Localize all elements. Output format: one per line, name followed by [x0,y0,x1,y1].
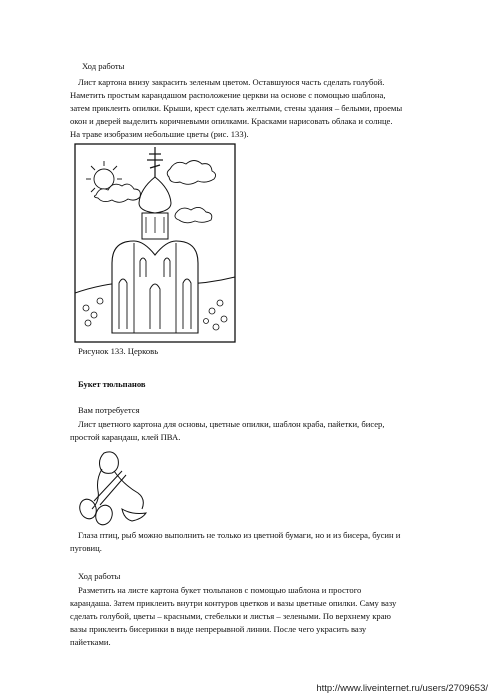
church-drawing-icon [74,143,236,343]
section-heading: Ход работы [82,61,125,71]
paragraph-line: карандаша. Затем приклеить внутри контуров цветков и вазы цветные опилки. Саму вазу [70,598,397,608]
needs-heading: Вам потребуется [78,405,140,415]
paragraph-line: Лист цветного картона для основы, цветные опилки, шаблон краба, пайетки, бисер, [78,419,385,429]
paragraph-line: окон и дверей выделить коричневыми опилками. Красками нарисовать облака и солнце. [70,116,393,126]
paragraph-line: пайетками. [70,637,111,647]
source-url-link[interactable]: http://www.liveinternet.ru/users/2709653/ [316,683,488,694]
paragraph-line: Наметить простым карандашом расположение церкви на основе с помощью шаблона, [70,90,386,100]
paragraph-line: сделать голубой, цветы – красными, стебельки и листья – зелеными. По верхнему краю [70,611,391,621]
paragraph-line: простой карандаш, клей ПВА. [70,432,181,442]
paragraph-line: Лист картона внизу закрасить зеленым цветом. Оставшуюся часть сделать голубой. [78,77,385,87]
paragraph-line: Разметить на листе картона букет тюльпанов с помощью шаблона и простого [78,585,362,595]
paragraph-line: На траве изобразим небольшие цветы (рис. 133). [70,129,249,139]
paragraph-line: вазы приклеить бисеринки в виде непрерывной линии. После чего украсить вазу [70,624,367,634]
scissors-ribbon-icon [74,449,152,529]
figure-caption: Рисунок 133. Церковь [78,346,159,356]
section-heading: Ход работы [78,571,121,581]
paragraph-line: Глаза птиц, рыб можно выполнить не только из цветной бумаги, но и из бисера, бусин и [78,530,401,540]
section-title: Букет тюльпанов [78,379,146,389]
paragraph-line: затем приклеить опилки. Крыши, крест сделать желтыми, стены здания – белыми, проемы [70,103,403,113]
paragraph-line: пуговиц. [70,543,102,553]
